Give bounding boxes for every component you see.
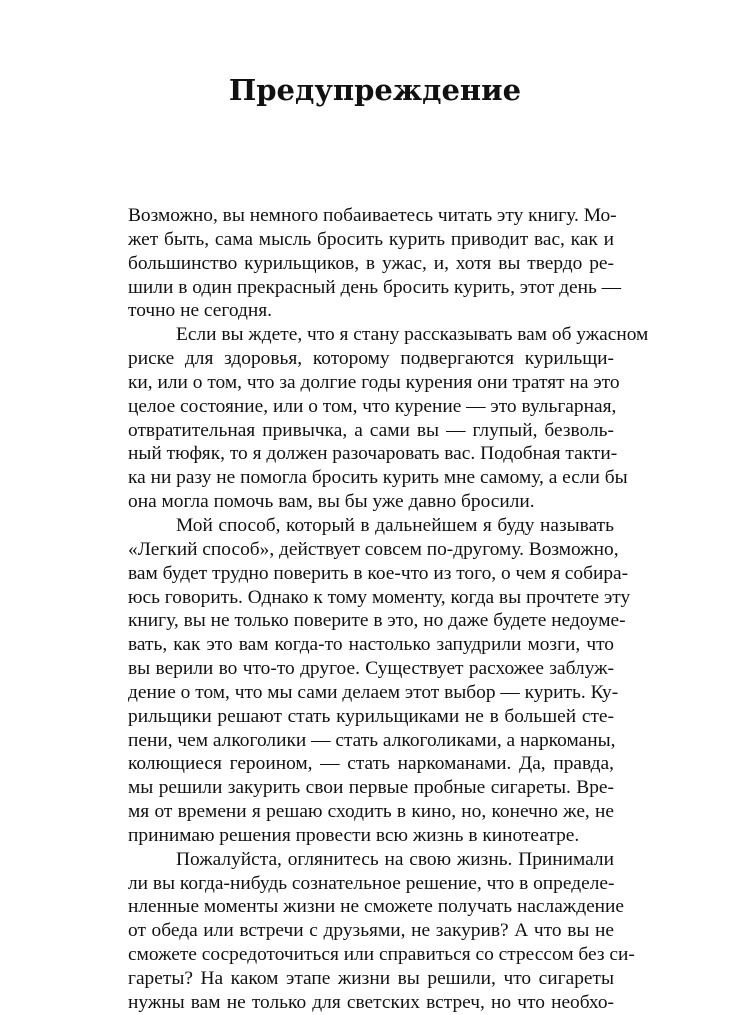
text-line: от обеда или встречи с друзьями, не закурив? А что вы не (128, 920, 614, 942)
text-line: сможете сосредоточиться или справиться со стрессом без си- (128, 944, 635, 966)
text-line: Возможно, вы немного побаиваетесь читать эту книгу. Мо- (128, 205, 617, 226)
text-line: она могла помочь вам, вы бы уже давно бросили. (128, 491, 535, 513)
text-line: ки, или о том, что за долгие годы курения они тратят на это (128, 371, 620, 393)
text-line: гареты? На каком этапе жизни вы решили, что сигареты (128, 968, 614, 989)
text-line: нленные моменты жизни не сможете получать наслаждение (128, 896, 625, 918)
chapter-title: Предупреждение (228, 73, 522, 107)
text-line: принимаю решения провести всю жизнь в кинотеатре. (128, 824, 580, 846)
text-line: вать, как это вам когда-то настолько запудрили мозги, что (128, 634, 614, 656)
text-line: пени, чем алкоголики — стать алкоголиками, а наркоманы, (128, 729, 616, 751)
text-line: вам будет трудно поверить в кое-что из того, о чем я собира- (128, 562, 629, 584)
text-line: вы верили во что-то другое. Существует расхожее заблуж- (128, 658, 614, 680)
text-line: мы решили закурить свои первые пробные сигареты. Вре- (128, 777, 614, 799)
text-line: дение о том, что мы сами делаем этот выбор — курить. Ку- (128, 681, 619, 703)
paragraph (128, 323, 649, 514)
text-line: нужны вам не только для светских встреч, но что необхо- (128, 991, 614, 1013)
body-text (128, 204, 649, 1015)
text-line: Если вы ждете, что я стану рассказывать вам об ужасном (176, 324, 649, 346)
text-line: большинство курильщиков, в ужас, и, хотя вы твердо ре- (128, 252, 614, 274)
text-line: рильщики решают стать курильщиками не в большей сте- (128, 705, 614, 727)
text-line: жет быть, сама мысль бросить курить приводит вас, как и (128, 228, 614, 250)
text-line: отвратительная привычка, а сами вы — глупый, безволь- (128, 419, 614, 441)
text-line: юсь говорить. Однако к тому моменту, когда вы прочтете эту (128, 586, 631, 608)
text-line: ный тюфяк, то я должен разочаровать вас. Подобная такти- (128, 443, 618, 465)
text-line: точно не сегодня. (128, 300, 272, 322)
text-line: ли вы когда-нибудь сознательное решение, что в определе- (128, 872, 615, 894)
text-line: шили в один прекрасный день бросить курить, этот день — (128, 276, 622, 298)
text-line: Мой способ, который в дальнейшем я буду называть (176, 514, 614, 536)
text-line: колющиеся героином, — стать наркоманами. Да, правда, (128, 753, 614, 775)
paragraph (128, 514, 631, 848)
paragraph (128, 204, 622, 323)
text-line: книгу, вы не только поверите в это, но даже будете недоуме- (128, 610, 626, 632)
paragraph (128, 848, 635, 1015)
text-line: Пожалуйста, оглянитесь на свою жизнь. Принимали (176, 848, 614, 870)
text-line: ка ни разу не помогла бросить курить мне самому, а если бы (128, 467, 628, 489)
text-line: целое состояние, или о том, что курение — это вульгарная, (128, 395, 617, 417)
text-line: мя от времени я решаю сходить в кино, но, конечно же, не (128, 801, 614, 823)
text-line: риске для здоровья, которому подвергаются курильщи- (128, 348, 614, 370)
text-line: «Легкий способ», действует совсем по-другому. Возможно, (128, 538, 619, 560)
